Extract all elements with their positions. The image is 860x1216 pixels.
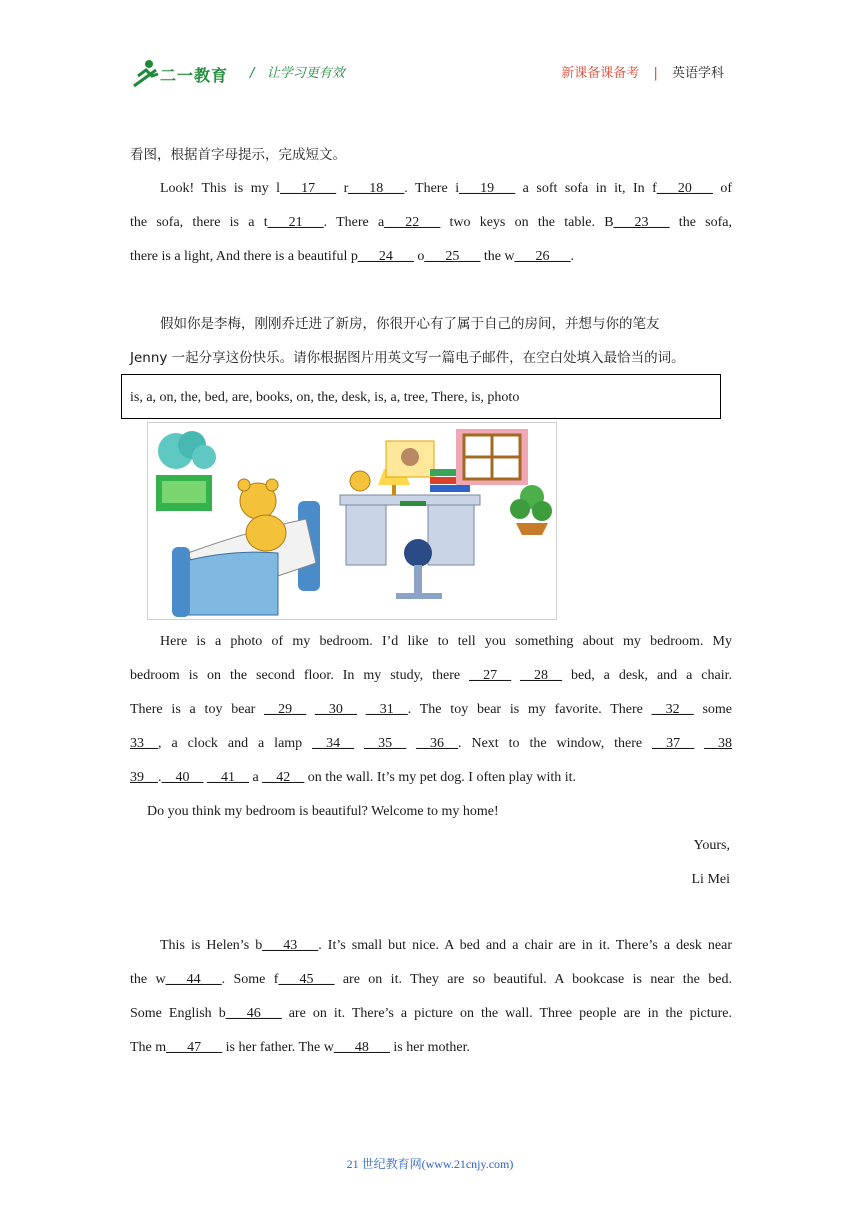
tag-course: 新课备课备考 xyxy=(561,66,640,81)
blank-19[interactable]: ___19___ xyxy=(459,181,516,196)
blank-31[interactable]: __31__ xyxy=(365,702,408,717)
desk-icon xyxy=(340,495,480,599)
section1-instruction: 看图，根据首字母提示，完成短文。 xyxy=(130,147,346,163)
page-header xyxy=(0,0,860,110)
s3-line2: the w___44___. Some f___45___ are on it. They are so beautiful. A bookcase is near the bed. xyxy=(130,972,732,987)
blank-40[interactable]: __40__ xyxy=(161,770,204,785)
blank-25[interactable]: ___25___ xyxy=(424,249,481,264)
s2-line6: Do you think my bedroom is beautiful? Welcome to my home! xyxy=(147,804,499,819)
photo-frame-icon xyxy=(386,441,434,477)
bed-icon xyxy=(172,501,320,617)
tag-subject: 英语学科 xyxy=(671,66,724,81)
blank-34[interactable]: __34__ xyxy=(312,736,355,751)
s2-line5: 39__.__40__ __41__ a __42__ on the wall. It’s my pet dog. I often play with it. xyxy=(130,770,577,785)
slogan-text: 让学习更有效 xyxy=(266,66,345,81)
bedroom-picture xyxy=(147,422,557,620)
blank-39[interactable]: 39__ xyxy=(130,770,158,785)
blank-29[interactable]: __29__ xyxy=(264,702,307,717)
brand-logo xyxy=(130,58,240,90)
blank-45[interactable]: ___45___ xyxy=(278,972,335,987)
s2-line3: There is a toy bear __29__ __30__ __31__. The toy bear is my favorite. There __32__ some xyxy=(130,702,733,717)
runner-logo-icon xyxy=(130,58,160,90)
blank-27[interactable]: __27__ xyxy=(469,668,512,683)
blank-48[interactable]: ___48___ xyxy=(333,1040,390,1055)
bedroom-illustration xyxy=(148,423,556,619)
s2-line2: bedroom is on the second floor. In my study, there __27__ __28__ bed, a desk, and a chair. xyxy=(130,668,733,683)
blank-17[interactable]: ___17___ xyxy=(280,181,337,196)
blank-41[interactable]: __41__ xyxy=(207,770,249,785)
s2-intro-1: 假如你是李梅，刚刚乔迁进了新房，你很开心有了属于自己的房间，并想与你的笔友 xyxy=(160,316,660,332)
blank-22[interactable]: ___22___ xyxy=(384,215,441,230)
blank-18[interactable]: ___18___ xyxy=(348,181,405,196)
plant-icon xyxy=(510,485,552,535)
slogan: / 让学习更有效 xyxy=(250,66,345,81)
s1-line2: the sofa, there is a t___21___. There a___22___ two keys on the table. B___23___ the sofa, xyxy=(130,215,732,230)
blank-33[interactable]: 33__ xyxy=(130,736,158,751)
subject-tags xyxy=(561,62,724,81)
s3-line4: The m___47___ is her father. The w___48___ is her mother. xyxy=(130,1040,470,1055)
blank-36[interactable]: __36__ xyxy=(416,736,459,751)
blank-20[interactable]: ___20___ xyxy=(656,181,713,196)
blank-44[interactable]: ___44___ xyxy=(165,972,222,987)
blank-21[interactable]: ___21___ xyxy=(267,215,324,230)
tree-decal-icon xyxy=(156,431,216,511)
signature: Li Mei xyxy=(691,872,730,887)
blank-37[interactable]: __37__ xyxy=(652,736,695,751)
blank-30[interactable]: __30__ xyxy=(314,702,357,717)
s2-line4: 33__, a clock and a lamp __34__ __35__ __36__. Next to the window, there __37__ __38 xyxy=(130,736,733,751)
blank-32[interactable]: __32__ xyxy=(651,702,694,717)
blank-38[interactable]: __38 xyxy=(704,736,733,751)
blank-28[interactable]: __28__ xyxy=(520,668,563,683)
blank-35[interactable]: __35__ xyxy=(364,736,407,751)
tag-separator: | xyxy=(653,66,658,81)
blank-26[interactable]: ___26___ xyxy=(514,249,571,264)
s2-line1: Here is a photo of my bedroom. I’d like to tell you something about my bedroom. My xyxy=(160,634,732,649)
s1-line1: Look! This is my l___17___ r___18___. There i___19___ a soft sofa in it, In f___20___ of xyxy=(160,181,733,196)
window-icon xyxy=(456,429,528,485)
blank-23[interactable]: ___23___ xyxy=(613,215,670,230)
page-footer: 21 世纪教育网(www.21cnjy.com) xyxy=(346,1157,514,1171)
blank-43[interactable]: ___43___ xyxy=(262,938,319,953)
s1-line3: there is a light, And there is a beautiful p___24___ o___25___ the w___26___. xyxy=(130,249,575,264)
word-box: is, a, on, the, bed, are, books, on, the, desk, is, a, tree, There, is, photo xyxy=(121,374,721,419)
blank-42[interactable]: __42__ xyxy=(262,770,305,785)
blank-47[interactable]: ___47___ xyxy=(166,1040,223,1055)
logo-text: 二一教育 xyxy=(160,66,229,85)
closing: Yours, xyxy=(693,838,730,853)
s3-line1: This is Helen’s b___43___. It’s small but nice. A bed and a chair are in it. There’s a desk near xyxy=(160,938,732,953)
s3-line3: Some English b___46___ are on it. There’s a picture on the wall. Three people are in the picture. xyxy=(130,1006,732,1021)
s2-intro-2: Jenny 一起分享这份快乐。请你根据图片用英文写一篇电子邮件，在空白处填入最恰当的词。 xyxy=(130,350,685,366)
blank-24[interactable]: ___24___ xyxy=(357,249,414,264)
blank-46[interactable]: ___46___ xyxy=(225,1006,282,1021)
